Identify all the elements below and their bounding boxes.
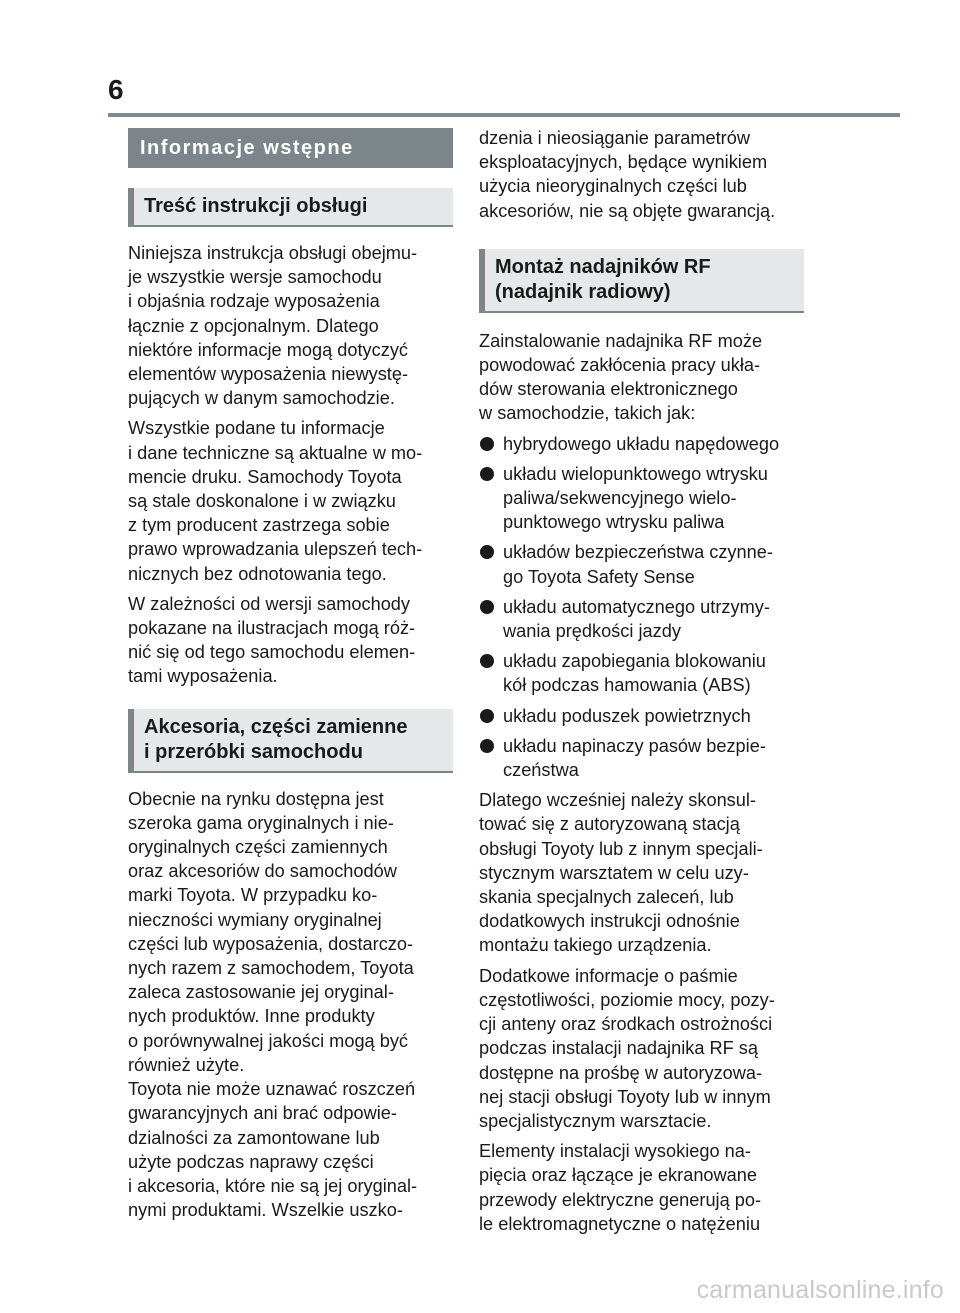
section-heading <box>479 249 804 313</box>
text-line: Montaż nadajników RF <box>495 255 711 278</box>
text-line: szeroka gama oryginalnych i nie- <box>128 812 394 833</box>
text-line: oraz akcesoriów do samochodów <box>128 861 397 882</box>
text-line: przewody elektryczne generują po- <box>479 1189 762 1210</box>
text-line: pokazane na ilustracjach mogą róż- <box>128 618 416 639</box>
text-line: pujących w danym samochodzie. <box>128 388 395 409</box>
text-line: nych produktów. Inne produkty <box>128 1006 375 1027</box>
text-line: układów bezpieczeństwa czynne- <box>503 542 773 563</box>
text-line: niektóre informacje mogą dotyczyć <box>128 339 409 360</box>
text-line: tami wyposażenia. <box>128 666 278 687</box>
section-heading <box>128 188 453 227</box>
paragraph <box>479 788 804 957</box>
text-line: nych razem z samochodem, Toyota <box>128 958 414 979</box>
text-line: Niniejsza instrukcja obsługi obejmu- <box>128 243 418 263</box>
paragraph <box>479 964 804 1133</box>
text-line: Dodatkowe informacje o paśmie <box>479 965 738 986</box>
text-line: mencie druku. Samochody Toyota <box>128 466 402 487</box>
text-line: pięcia oraz łączące je ekranowane <box>479 1165 758 1186</box>
text-line: elementów wyposażenia niewystę- <box>128 364 409 385</box>
text-line: z tym producent zastrzega sobie <box>128 515 390 536</box>
text-line: części lub wyposażenia, dostarczo- <box>128 933 414 954</box>
bullet-list <box>479 432 804 783</box>
text-line: oryginalnych części zamiennych <box>128 837 388 858</box>
text-line: użyte podczas naprawy części <box>128 1151 374 1172</box>
bullet-item <box>479 734 804 782</box>
text-line: również użyte. <box>128 1054 245 1075</box>
paragraph <box>128 787 453 1223</box>
text-line: akcesoriów, nie są objęte gwarancją. <box>479 200 776 221</box>
text-line: nej stacji obsługi Toyoty lub w innym <box>479 1086 771 1107</box>
text-line: układu automatycznego utrzymy- <box>503 596 770 617</box>
text-line: i dane techniczne są aktualne w mo- <box>128 442 423 463</box>
left-column <box>128 128 453 1228</box>
text-line: są stale doskonalone i w związku <box>128 491 396 512</box>
text-line: i akcesoria, które nie są jej oryginal- <box>128 1175 418 1196</box>
text-line: Treść instrukcji obsługi <box>144 195 368 217</box>
text-line: dzenia i nieosiąganie parametrów <box>479 128 750 148</box>
text-line: W zależności od wersji samochody <box>128 593 411 614</box>
text-line: prawo wprowadzania ulepszeń tech- <box>128 539 423 560</box>
text-line: obsługi Toyoty lub z innym specjali- <box>479 838 763 859</box>
paragraph <box>479 329 804 426</box>
paragraph <box>128 416 453 585</box>
text-line: go Toyota Safety Sense <box>503 566 695 587</box>
text-line: dów sterowania elektronicznego <box>479 379 738 400</box>
right-column <box>479 126 804 1236</box>
text-line: w samochodzie, takich jak: <box>479 403 696 424</box>
section-heading <box>128 709 453 773</box>
text-line: nić się od tego samochodu elemen- <box>128 642 416 663</box>
text-line: o porównywalnej jakości mogą być <box>128 1030 409 1051</box>
text-line: eksploatacyjnych, będące wynikiem <box>479 152 768 173</box>
text-line: punktowego wtrysku paliwa <box>503 512 725 533</box>
text-line: Toyota nie może uznawać roszczeń <box>128 1079 416 1100</box>
text-line: specjalistycznym warsztacie. <box>479 1110 712 1131</box>
bullet-item <box>479 540 804 588</box>
text-line: marki Toyota. W przypadku ko- <box>128 885 378 906</box>
text-line: użycia nieoryginalnych części lub <box>479 176 747 197</box>
text-line: cji anteny oraz środkach ostrożności <box>479 1014 773 1035</box>
text-line: układu poduszek powietrznych <box>503 705 751 726</box>
text-line: częstotliwości, poziomie mocy, pozy- <box>479 989 775 1010</box>
text-line: nieczności wymiany oryginalnej <box>128 909 382 930</box>
text-line: tować się z autoryzowaną stacją <box>479 814 740 835</box>
bullet-item <box>479 704 804 728</box>
header-rule <box>108 113 900 117</box>
text-line: i objaśnia rodzaje wyposażenia <box>128 291 380 312</box>
text-line: układu zapobiegania blokowaniu <box>503 651 766 672</box>
bullet-item <box>479 432 804 456</box>
text-line: Obecnie na rynku dostępna jest <box>128 788 384 809</box>
text-line: łącznie z opcjonalnym. Dlatego <box>128 315 379 336</box>
text-line: montażu takiego urządzenia. <box>479 935 712 956</box>
text-line: dodatkowych instrukcji odnośnie <box>479 911 740 932</box>
text-line: zaleca zastosowanie jej oryginal- <box>128 982 394 1003</box>
paragraph <box>479 1139 804 1236</box>
text-line: podczas instalacji nadajnika RF są <box>479 1038 759 1059</box>
text-line: hybrydowego układu napędowego <box>503 433 780 454</box>
text-line: le elektromagnetyczne o natężeniu <box>479 1213 761 1234</box>
text-line: i przeróbki samochodu <box>144 740 363 763</box>
paragraph <box>479 126 804 223</box>
paragraph <box>128 592 453 689</box>
chapter-title: Informacje wstępne <box>128 128 453 168</box>
text-line: wania prędkości jazdy <box>503 621 681 642</box>
text-line: czeństwa <box>503 760 579 781</box>
text-line: Dlatego wcześniej należy skonsul- <box>479 790 756 811</box>
text-line: układu wielopunktowego wtrysku <box>503 463 768 484</box>
page-number: 6 <box>108 74 124 105</box>
text-line: Elementy instalacji wysokiego na- <box>479 1141 751 1162</box>
text-line: je wszystkie wersje samochodu <box>128 267 382 288</box>
text-line: nymi produktami. Wszelkie uszko- <box>128 1200 403 1221</box>
paragraph <box>128 241 453 410</box>
bullet-item <box>479 595 804 643</box>
text-line: dostępne na prośbę w autoryzowa- <box>479 1062 763 1083</box>
text-line: Wszystkie podane tu informacje <box>128 418 385 439</box>
text-line: stycznym warsztatem w celu uzy- <box>479 862 749 883</box>
text-line: (nadajnik radiowy) <box>495 280 671 303</box>
text-line: układu napinaczy pasów bezpie- <box>503 735 766 756</box>
text-line: gwarancyjnych ani brać odpowie- <box>128 1103 397 1124</box>
text-line: nicznych bez odnotowania tego. <box>128 563 387 584</box>
bullet-item <box>479 649 804 697</box>
bullet-item <box>479 462 804 535</box>
text-line: Akcesoria, części zamienne <box>144 715 408 738</box>
text-line: powodować zakłócenia pracy ukła- <box>479 355 761 376</box>
text-line: Zainstalowanie nadajnika RF może <box>479 330 763 351</box>
text-line: paliwa/sekwencyjnego wielo- <box>503 488 737 509</box>
text-line: dzialności za zamontowane lub <box>128 1127 380 1148</box>
text-line: skania specjalnych zaleceń, lub <box>479 887 734 908</box>
watermark: carmanualsonline.info <box>696 1276 944 1304</box>
text-line: kół podczas hamowania (ABS) <box>503 675 751 696</box>
